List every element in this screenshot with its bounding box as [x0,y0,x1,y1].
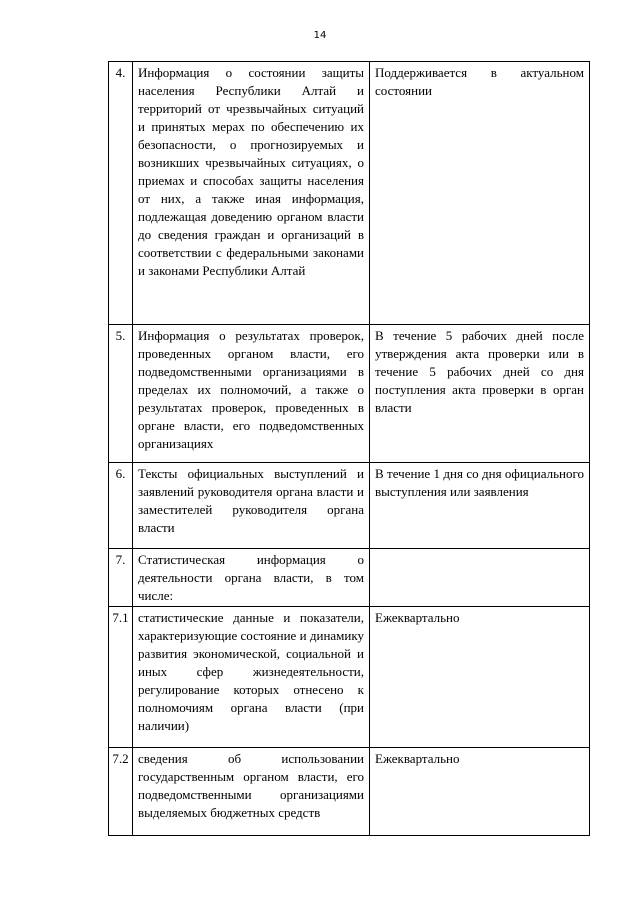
information-table [108,61,590,836]
row-number: 7. [109,549,133,607]
row-period [370,549,590,607]
page-number: 14 [313,30,327,41]
row-number: 6. [109,463,133,549]
row-period: Ежеквартально [370,607,590,748]
row-description: сведения об использовании государственным органом власти, его подведомственными организациями выделяемых бюджетных средств [133,748,370,836]
row-period: Поддерживается в актуальном состоянии [370,62,590,325]
row-description: Статистическая информация о деятельности органа власти, в том числе: [133,549,370,607]
row-description: Тексты официальных выступлений и заявлений руководителя органа власти и заместителей руководителя органа власти [133,463,370,549]
table-row [109,607,590,748]
row-description: Информация о результатах проверок, проведенных органом власти, его подведомственными организациями в пределах их полномочий, а также о результатах проверок, проведенных в органе власти, его подведомственных организациях [133,325,370,463]
row-period: В течение 5 рабочих дней после утверждения акта проверки или в течение 5 рабочих дней со дня поступления акта проверки в орган власти [370,325,590,463]
table-row [109,748,590,836]
row-description: статистические данные и показатели, характеризующие состояние и динамику развития экономической, социальной и иных сфер жизнедеятельности, регулирование которых отнесено к полномочиям органа власти (при наличии) [133,607,370,748]
row-number: 4. [109,62,133,325]
table-row [109,549,590,607]
row-period: Ежеквартально [370,748,590,836]
row-number: 7.2 [109,748,133,836]
row-period: В течение 1 дня со дня официального выступления или заявления [370,463,590,549]
row-number: 5. [109,325,133,463]
table-row [109,325,590,463]
table-row [109,62,590,325]
table-row [109,463,590,549]
row-description: Информация о состоянии защиты населения Республики Алтай и территорий от чрезвычайных ситуаций и принятых мерах по обеспечению их безопасности, о прогнозируемых и возникших чрезвычайных ситуациях, о приемах и способах защиты населения от них, а также иная информация, подлежащая доведению органом власти до сведения граждан и организаций в соответствии с федеральными законами и законами Республики Алтай [133,62,370,325]
row-number: 7.1 [109,607,133,748]
